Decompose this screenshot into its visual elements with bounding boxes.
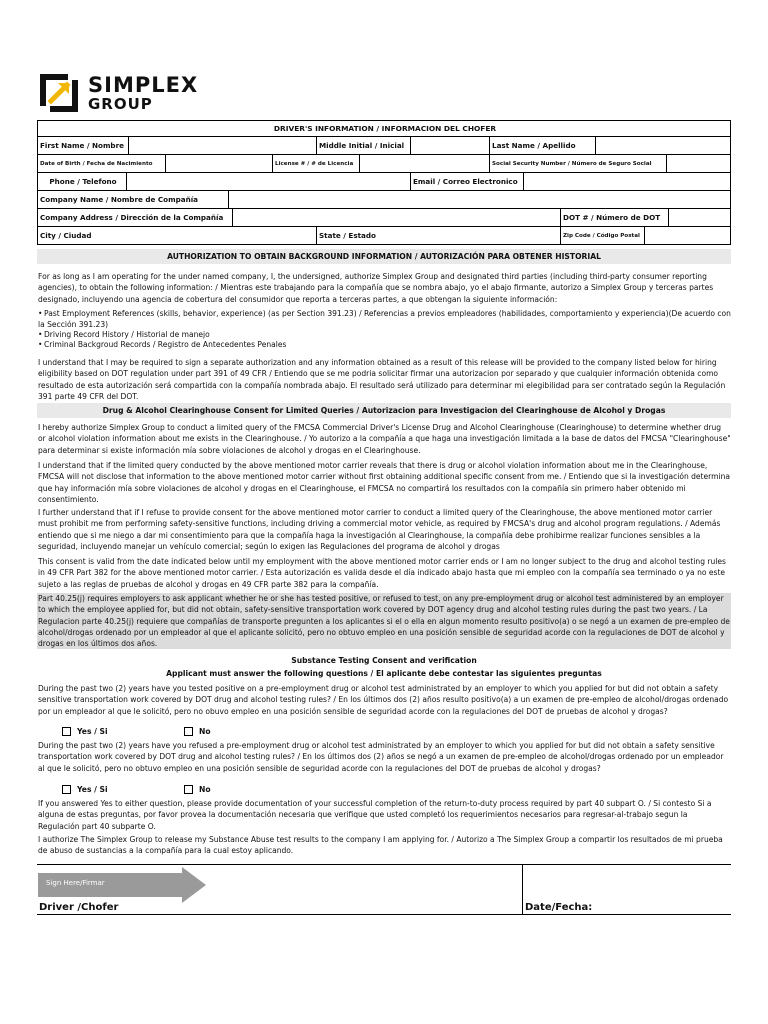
company-name-field[interactable] [228, 191, 730, 208]
substance-section-title: Substance Testing Consent and verification [291, 656, 477, 665]
zip-code-label: Zip Code / Código Postal [560, 227, 644, 244]
last-name-label: Last Name / Apellido [489, 137, 595, 154]
q1-no-option[interactable] [184, 727, 211, 736]
logo-arrow-icon [38, 72, 80, 114]
license-label: License # / # de Licencia [272, 155, 359, 172]
bullet-driving-text: Driving Record History / Historial de manejo [44, 330, 210, 339]
q2-no-checkbox[interactable] [184, 785, 193, 794]
release-authorization: I authorize The Simplex Group to release my Substance Abuse test results to the company I am applying for. / Autorizo a The Simplex Group a compartir los resultados de mi prueba de abuso de sustancias a la compañía para la cual estoy aplicando. [38, 835, 723, 856]
driver-info-header: DRIVER'S INFORMATION / INFORMACION DEL CHOFER [273, 124, 497, 133]
ssn-field[interactable] [666, 155, 730, 172]
question-refused-test: During the past two (2) years have you refused a pre-employment drug or alcohol test administrated by an employer to which you applied for but did not obtain a safety sensitive transportation work covered by DOT drug and alcohol testing rules? / En los últimos dos (2) años se negó a un examen de pre-empleo de alcohol/drogas ordenado por un empleador al que le solicitó, pero no obtuvo empleo en una posición sensible de seguridad acorde con la regulaciones del DOT de pruebas de alcohol y drogas? [38, 741, 724, 773]
q1-no-label: No [199, 727, 211, 736]
signature-bottom-rule [37, 914, 731, 915]
company-address-label: Company Address / Dirección de la Compañía [40, 213, 224, 222]
first-name-label: First Name / Nombre [40, 141, 125, 150]
city-label: City / Ciudad [40, 231, 92, 240]
license-field[interactable] [359, 155, 489, 172]
company-name-label: Company Name / Nombre de Compañía [40, 195, 199, 204]
q1-no-checkbox[interactable] [184, 727, 193, 736]
q1-yes-option[interactable] [62, 727, 108, 736]
bullet-driving-record: • Driving Record History / Historial de manejo [38, 330, 210, 339]
zip-code-field[interactable] [644, 227, 730, 244]
q1-yes-label: Yes / Si [77, 727, 108, 736]
email-field[interactable] [523, 173, 730, 190]
clearinghouse-section-title: Drug & Alcohol Clearinghouse Consent for Limited Queries / Autorizacion para Investigacion del Clearinghouse de Alcohol y Drogas [37, 403, 731, 418]
middle-initial-label: Middle Initial / Inicial [316, 137, 410, 154]
clearinghouse-limited-query: I understand that if the limited query conducted by the above mentioned motor carrier reveals that there is drug or alcohol violation information about me in the Clearinghouse, FMCSA will not disclose that information to the above mentioned motor carrier without first obtaining additional specific consent from me. / Entiendo que si la investigación determina que hay información mía sobre violaciones de alcohol y drogas en el Clearinghouse, el FMCSA no compartirá los resultados con la compañía sin primero haber obtenido mi consentimiento. [38, 461, 730, 504]
dot-number-field[interactable] [668, 209, 730, 226]
bullet-criminal-records: • Criminal Backgroud Records / Registro de Antecedentes Penales [38, 340, 287, 349]
authorization-intro: For as long as I am operating for the under named company, I, the undersigned, authorize Simplex Group and designated third parties (including third-party consumer reporting agencies), to obtain the following information: / Mientras este trabajando para la compañía que se nombra abajo, yo el abajo firmante, autorizo a Simplex Group y terceras partes designado, incluyendo una agencia de cobertura del consumidor que reporta a terceras partes, a que obtengan la siguiente información: [38, 272, 714, 304]
bullet-criminal-text: Criminal Backgroud Records / Registro de Antecedentes Penales [44, 340, 287, 349]
first-name-field[interactable] [128, 137, 316, 154]
substance-section-subtitle: Applicant must answer the following questions / El aplicante debe contestar las siguientes preguntas [166, 669, 602, 678]
q2-yes-checkbox[interactable] [62, 785, 71, 794]
clearinghouse-refusal: I further understand that if I refuse to provide consent for the above mentioned motor carrier to conduct a limited query of the Clearinghouse, the above mentioned motor carrier must prohibit me from performing safety-sensitive functions, including driving a commercial motor vehicle, as required by FMCSA's drug and alcohol program regulations. / Además entiendo que si me niego a dar mi consentimiento para que la compañía haga la investigación al Clearinghouse, la compañía debe prohibirme realizar funciones sensibles a la seguridad, incluyendo manejar un vehículo comercial; según lo exigen las Regulaciones del programa de alcohol y drogas [38, 508, 721, 551]
email-label: Email / Correo Electronico [410, 173, 523, 190]
bullet-employment-text: Past Employment References (skills, behavior, experience) (as per Section 391.23) / Referencias a previos empleadores (habilidades, comportamiento y experiencia)(De acuerdo con la Sección 391.23) [38, 309, 731, 330]
last-name-field[interactable] [595, 137, 730, 154]
clearinghouse-authorization: I hereby authorize Simplex Group to conduct a limited query of the FMCSA Commercial Driver's License Drug and Alcohol Clearinghouse (Clearinghouse) to determine whether drug or alcohol violation information about me exists in the Clearinghouse. / Yo autorizo a la compañía a que haga una investigación limitada a la base de datos del FMCSA "Clearinghouse" para determinar si existe información mía sobre violaciones de alcohol y drogas en el Clearinghouse. [38, 423, 731, 455]
logo-word-group: GROUP [88, 95, 153, 113]
return-to-duty-instructions: If you answered Yes to either question, please provide documentation of your successful completion of the return-to-duty process required by part 40 subpart O. / Si contesto Si a alguna de estas preguntas, por favor provea la documentación necesaria que verifique que usted completó los requerimientos necesarios para regresar-al-trabajo segun la Regulación part 40 subparte O. [38, 799, 712, 831]
dob-label: Date of Birth / Fecha de Nacimiento [40, 160, 153, 167]
signature-top-rule [37, 864, 731, 865]
middle-initial-field[interactable] [410, 137, 489, 154]
bullet-employment-references: • Past Employment References (skills, behavior, experience) (as per Section 391.23) / Referencias a previos empleadores (habilidades, comportamiento y experiencia)(De acuerdo con la Sección 391.23) [38, 309, 731, 330]
logo-word-simplex: SIMPLEX [88, 73, 199, 97]
dot-number-label: DOT # / Número de DOT [560, 209, 668, 226]
phone-field[interactable] [126, 173, 410, 190]
simplex-group-logo [38, 70, 198, 116]
sign-here-label: Sign Here/Firmar [46, 879, 105, 887]
state-label: State / Estado [316, 227, 560, 244]
question-tested-positive: During the past two (2) years have you tested positive on a pre-employment drug or alcohol test administrated by an employer to which you applied for but did not obtain a safety sensitive transportation work covered by DOT drug and alcohol testing rules? / En los últimos dos (2) años resulto positivo(a) a un examen de pre-empleo de alcohol/drogas ordenado por un empleador al que le solicitó, pero no obuvo empleo en una posición sensible de seguridad acorde con la regulaciones del DOT de pruebas de alcohol y drogas? [38, 684, 729, 716]
signature-divider [522, 864, 523, 914]
q1-yes-checkbox[interactable] [62, 727, 71, 736]
driver-info-table [37, 120, 731, 245]
phone-label: Phone / Telefono [49, 177, 117, 186]
part-40-25-notice: Part 40.25(j) requires employers to ask applicant whether he or she has tested positive, or refused to test, on any pre-employment drug or alcohol test administered by an employer to which the employee applied for, but did not obtain, safety-sensitive transportation work covered by DOT agency drug and alcohol testing rules during the past two years. / La Regulacion parte 40.25(j) requiere que compañías de transporte pregunten a los aplicantes si el o ella en algun momento resulto positivo(a) o se negó a un examen de pre-empleo de alcohol/drogas ordenado por un empleador al que el aplicante solicitó, pero no obtuvo empleo en una posición sensible de seguridad acorde con la regulaciones de DOT de alcohol y drogas en los últimos dos años. [38, 594, 730, 649]
authorization-section-title: AUTHORIZATION TO OBTAIN BACKGROUND INFORMATION / AUTORIZACIÓN PARA OBTENER HISTORIAL [37, 249, 731, 264]
date-label: Date/Fecha: [525, 902, 593, 913]
q2-yes-option[interactable] [62, 785, 108, 794]
company-address-field[interactable] [232, 209, 560, 226]
authorization-understanding: I understand that I may be required to sign a separate authorization and any information obtained as a result of this release will be provided to the company listed below for hiring eligibility based on DOT regulation under part 391 of 49 CFR / Entiendo que se me podria solicitar firmar una autorizacion por separado y que cualquier información obtenida como resultado de esta autorización será compartida con la compañía nombrada abajo. El resultado será utilizado para determinar mi elegibilidad para ser contratado según la Regulación 391 parte 49 CFR del DOT. [38, 358, 726, 401]
ssn-label: Social Security Number / Número de Seguro Social [489, 155, 666, 172]
q2-no-label: No [199, 785, 211, 794]
q2-no-option[interactable] [184, 785, 211, 794]
q2-yes-label: Yes / Si [77, 785, 108, 794]
dob-field[interactable] [165, 155, 272, 172]
clearinghouse-validity: This consent is valid from the date indicated below until my employment with the above mentioned motor carrier ends or I am no longer subject to the drug and alcohol testing rules in 49 CFR Part 382 for the above mentioned motor carrier. / Esta autorización es valida desde el día indicado abajo hasta que mi empleo con la compañía sea terminado o ya no este sujeto a las reglas de pruebas de alcohol y drogas en 49 CFR parte 382 para la compañía. [38, 557, 726, 589]
driver-signature-label: Driver /Chofer [39, 902, 119, 913]
